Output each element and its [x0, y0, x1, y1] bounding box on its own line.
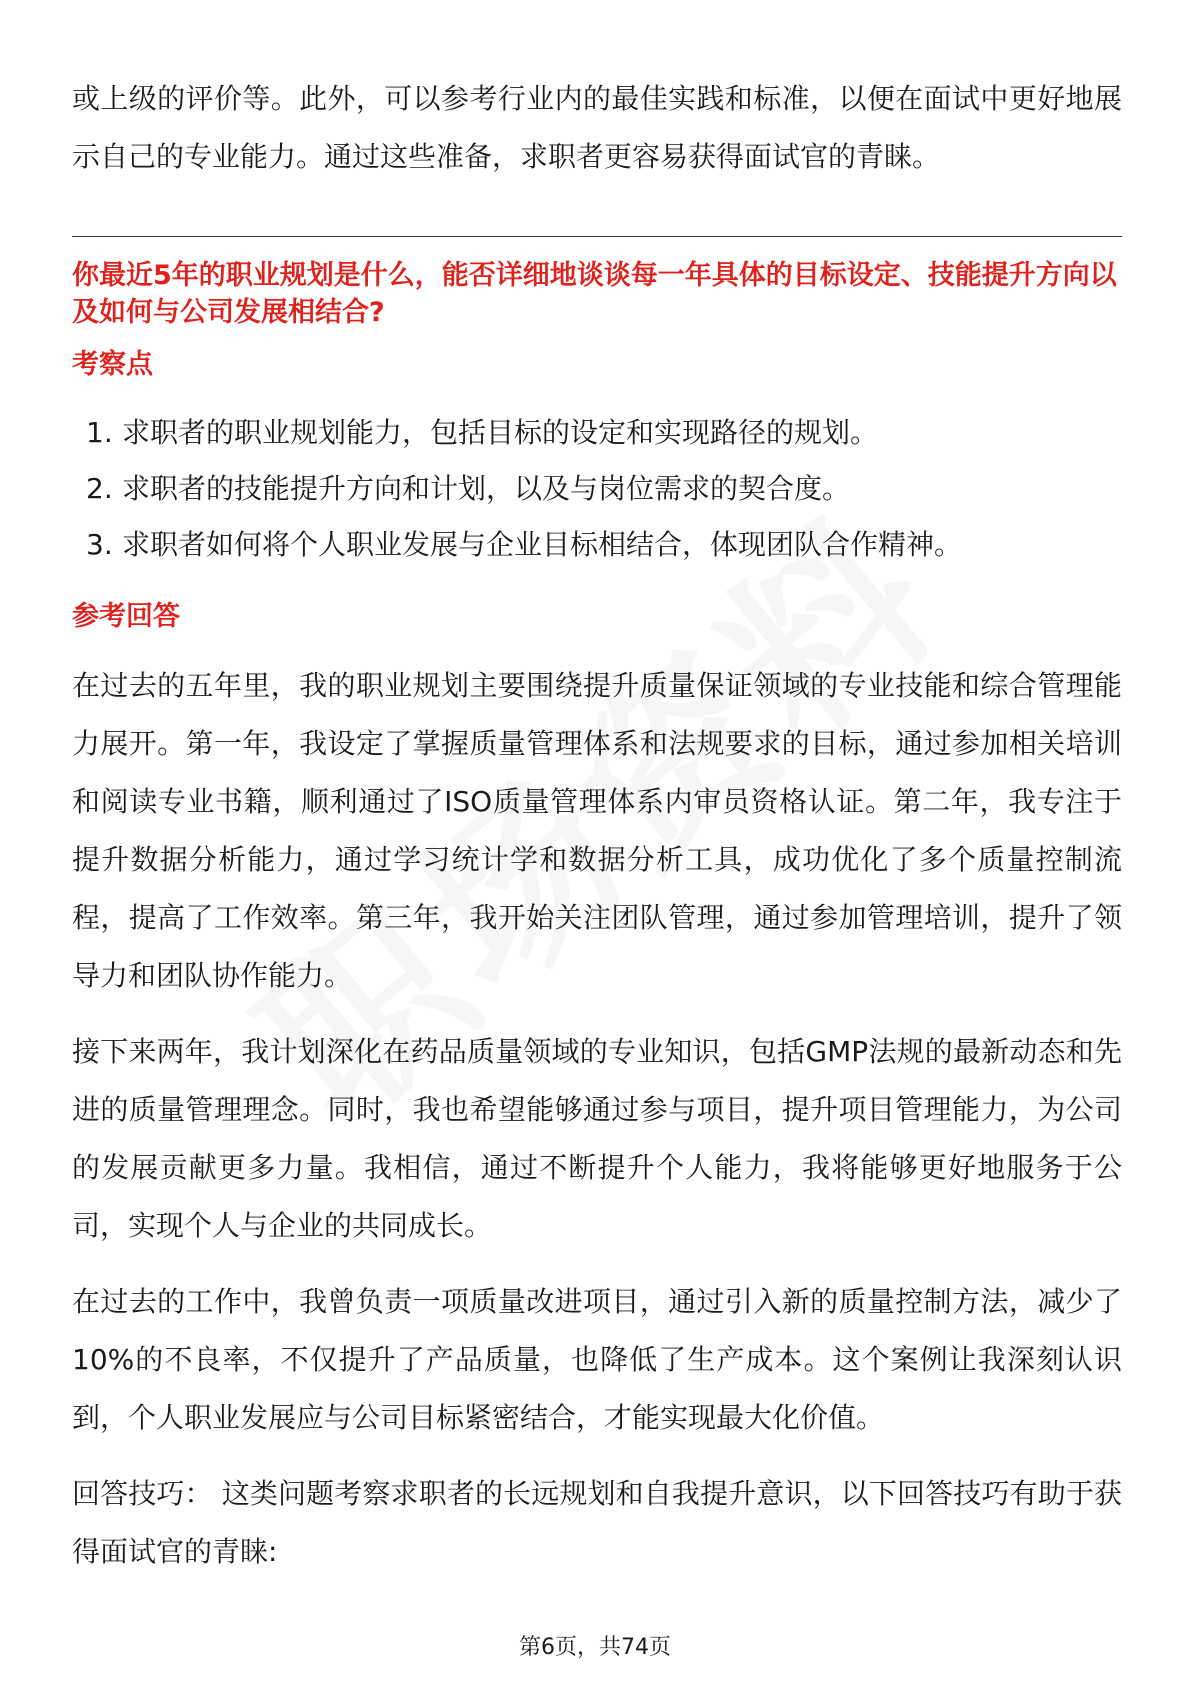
question-title: 你最近5年的职业规划是什么，能否详细地谈谈每一年具体的目标设定、技能提升方向以及如何与公司发展相结合?	[72, 260, 1117, 328]
list-text: 求职者如何将个人职业发展与企业目标相结合，体现团队合作精神。	[122, 528, 963, 561]
points-list	[72, 405, 1122, 573]
list-number: 3.	[86, 528, 113, 561]
page-content	[72, 70, 1122, 1581]
list-text: 求职者的职业规划能力，包括目标的设定和实现路径的规划。	[122, 416, 879, 449]
answer-heading: 参考回答	[72, 601, 180, 632]
answer-paragraph: 接下来两年，我计划深化在药品质量领域的专业知识，包括GMP法规的最新动态和先进的质量管理理念。同时，我也希望能够通过参与项目，提升项目管理能力，为公司的发展贡献更多力量。我相信，通过不断提升个人能力，我将能够更好地服务于公司，实现个人与企业的共同成长。	[72, 1035, 1122, 1242]
list-number: 2.	[86, 472, 113, 505]
intro-paragraph: 或上级的评价等。此外，可以参考行业内的最佳实践和标准，以便在面试中更好地展示自己的专业能力。通过这些准备，求职者更容易获得面试官的青睐。	[72, 82, 1122, 173]
list-item	[72, 461, 1122, 517]
page-footer: 第6页，共74页	[519, 1635, 671, 1660]
answer-paragraph: 在过去的工作中，我曾负责一项质量改进项目，通过引入新的质量控制方法，减少了10%的不良率，不仅提升了产品质量，也降低了生产成本。这个案例让我深刻认识到，个人职业发展应与公司目标紧密结合，才能实现最大化价值。	[72, 1285, 1122, 1434]
list-item	[72, 517, 1122, 573]
list-item	[72, 405, 1122, 461]
answer-tips-paragraph: 回答技巧： 这类问题考察求职者的长远规划和自我提升意识，以下回答技巧有助于获得面试官的青睐:	[72, 1477, 1122, 1568]
list-text: 求职者的技能提升方向和计划，以及与岗位需求的契合度。	[122, 472, 851, 505]
section-divider	[72, 236, 1122, 237]
list-number: 1.	[86, 416, 113, 449]
answer-paragraph: 在过去的五年里，我的职业规划主要围绕提升质量保证领域的专业技能和综合管理能力展开。第一年，我设定了掌握质量管理体系和法规要求的目标，通过参加相关培训和阅读专业书籍，顺利通过了ISO质量管理体系内审员资格认证。第二年，我专注于提升数据分析能力，通过学习统计学和数据分析工具，成功优化了多个质量控制流程，提高了工作效率。第三年，我开始关注团队管理，通过参加管理培训，提升了领导力和团队协作能力。	[72, 669, 1122, 992]
points-heading: 考察点	[72, 349, 153, 380]
